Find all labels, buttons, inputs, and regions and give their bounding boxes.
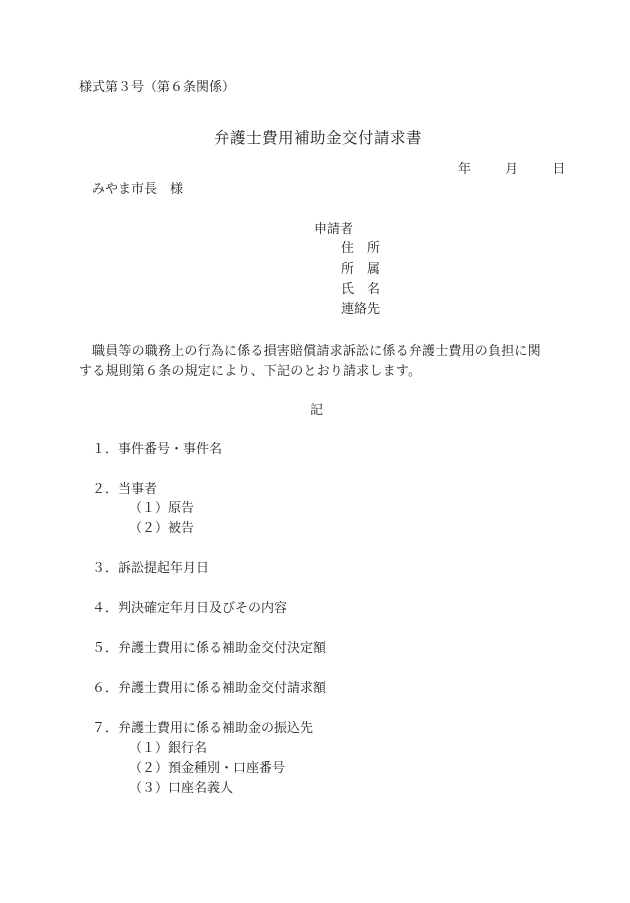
- applicant-name-label: 氏 名: [341, 282, 381, 297]
- item-6: ６．弁護士費用に係る補助金交付請求額: [92, 681, 327, 696]
- item-7-sub-1: （１）銀行名: [129, 741, 208, 756]
- item-7: ７．弁護士費用に係る補助金の振込先: [92, 721, 314, 736]
- applicant-affiliation-label: 所 属: [341, 262, 381, 277]
- item-7-sub-2: （２）預金種別・口座番号: [129, 761, 286, 776]
- item-2-sub-1: （１）原告: [129, 501, 195, 516]
- date-month-label: 月: [505, 162, 519, 177]
- date-day-label: 日: [552, 162, 566, 177]
- applicant-heading: 申請者: [314, 222, 354, 237]
- applicant-contact-label: 連絡先: [341, 302, 381, 317]
- applicant-address-label: 住 所: [341, 241, 381, 256]
- item-7-sub-3: （３）口座名義人: [129, 781, 234, 796]
- item-1: １．事件番号・事件名: [92, 442, 223, 457]
- body-line-2: する規則第６条の規定により、下記のとおり請求します。: [79, 364, 422, 379]
- document-title: 弁護士費用補助金交付請求書: [214, 129, 423, 147]
- date-line: [458, 162, 565, 178]
- item-5: ５．弁護士費用に係る補助金交付決定額: [92, 641, 327, 656]
- form-number: 様式第３号（第６条関係）: [79, 80, 236, 95]
- date-year-label: 年: [458, 162, 472, 177]
- addressee: みやま市長 様: [92, 182, 184, 197]
- item-4: ４．判決確定年月日及びその内容: [92, 601, 288, 616]
- ki-heading: 記: [310, 403, 324, 418]
- body-line-1: 職員等の職務上の行為に係る損害賠償請求訴訟に係る弁護士費用の負担に関: [92, 344, 541, 359]
- item-2-sub-2: （２）被告: [129, 521, 195, 536]
- item-2: ２．当事者: [92, 482, 158, 497]
- item-3: ３．訴訟提起年月日: [92, 561, 210, 576]
